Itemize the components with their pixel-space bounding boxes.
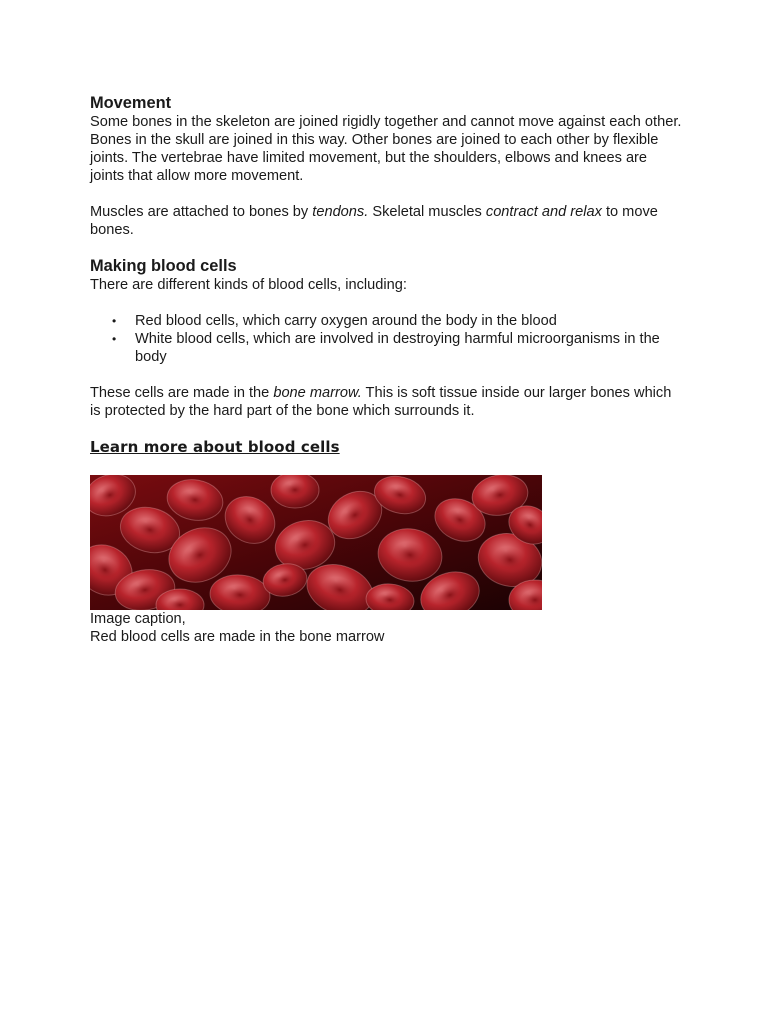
image-caption-label: Image caption, [90,611,186,627]
red-blood-cells-image [90,475,542,610]
movement-paragraph-1: Some bones in the skeleton are joined rigidly together and cannot move against each other. Bones in the skull are joined in this way. Other bones are joined to each other by flexible joints. The vertebrae have limited movement, but the shoulders, elbows and knees are joints that allow more movement. [90,114,682,184]
list-item: • White blood cells, which are involved in destroying harmful microorganisms in the body [135,330,682,366]
emphasis-tendons: tendons. [312,204,369,220]
blood-cell-list [90,312,682,366]
list-item: • Red blood cells, which carry oxygen around the body in the blood [135,312,682,330]
text-run: to move bones. [90,204,658,238]
learn-more-link[interactable]: Learn more about blood cells [90,438,340,456]
text-run: This is soft tissue inside our larger bones which is protected by the hard part of the bone which surrounds it. [90,385,672,419]
movement-paragraph-2 [90,203,682,239]
text-run: Muscles are attached to bones by [90,204,313,220]
blood-cell-shape [271,475,319,508]
blood-cells-intro: There are different kinds of blood cells, including: [90,277,407,293]
text-run: These cells are made in the [90,385,274,401]
movement-heading: Movement [90,94,172,112]
emphasis-contract-relax: contract and relax [485,204,602,220]
emphasis-bone-marrow: bone marrow. [273,385,362,401]
blood-cells-heading: Making blood cells [90,257,237,275]
bone-marrow-paragraph [90,384,682,420]
image-caption-text: Red blood cells are made in the bone marrow [90,629,385,645]
article-body [90,94,682,646]
text-run: Skeletal muscles [368,204,486,220]
